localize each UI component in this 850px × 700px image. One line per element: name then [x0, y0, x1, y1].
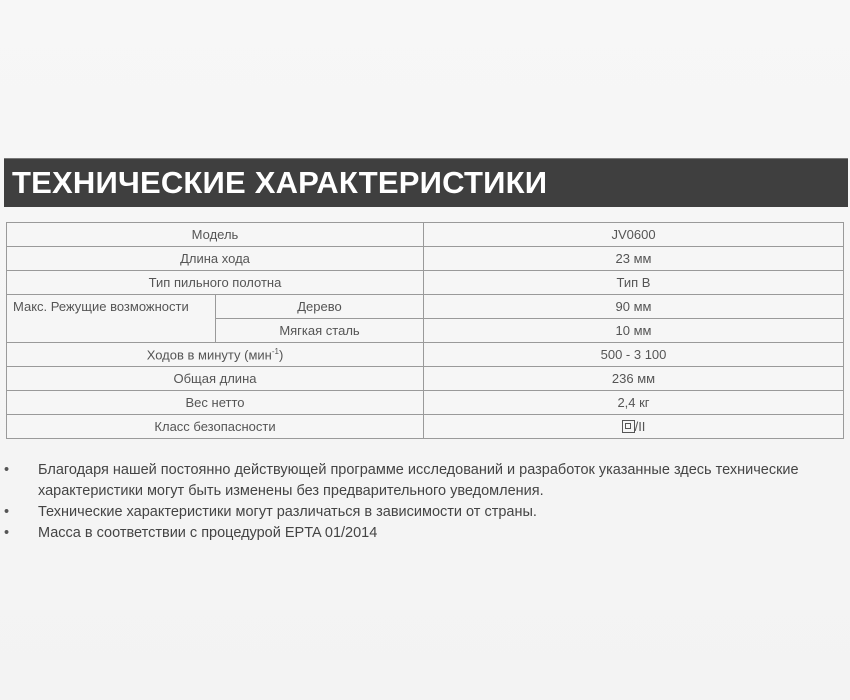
superscript: -1 [271, 346, 279, 356]
table-row [7, 271, 844, 295]
list-item [0, 523, 850, 544]
table-row [7, 367, 844, 391]
bullet-icon: • [4, 462, 10, 478]
row-label [7, 343, 424, 367]
row-label: Вес нетто [7, 391, 424, 415]
row-value: 90 мм [424, 295, 844, 319]
bullet-icon: • [4, 504, 10, 520]
row-value: Тип B [424, 271, 844, 295]
row-label: Длина хода [7, 247, 424, 271]
row-label: Тип пильного полотна [7, 271, 424, 295]
row-label: Класс безопасности [7, 415, 424, 439]
row-value: 23 мм [424, 247, 844, 271]
note-text: Технические характеристики могут различаться в зависимости от страны. [38, 504, 537, 520]
table-row [7, 223, 844, 247]
list-item [0, 460, 850, 502]
specifications-table [6, 222, 844, 439]
row-value: 10 мм [424, 319, 844, 343]
row-label-text: Ходов в минуту (мин [146, 347, 272, 363]
table-row [7, 247, 844, 271]
row-group-label: Макс. Режущие возможности [7, 295, 216, 343]
row-value: 236 мм [424, 367, 844, 391]
note-text: Благодаря нашей постоянно действующей программе исследований и разработок указанные здесь технические характеристики могут быть изменены без предварительного уведомления. [38, 462, 799, 499]
table-row [7, 415, 844, 439]
row-value: 2,4 кг [424, 391, 844, 415]
row-value: 500 - 3 100 [424, 343, 844, 367]
double-insulation-icon [622, 420, 635, 433]
section-title: ТЕХНИЧЕСКИЕ ХАРАКТЕРИСТИКИ [12, 165, 548, 200]
note-text: Масса в соответствии с процедурой EPTA 01/2014 [38, 525, 378, 541]
row-label: Модель [7, 223, 424, 247]
row-value: JV0600 [424, 223, 844, 247]
table-row [7, 343, 844, 367]
row-sublabel: Мягкая сталь [216, 319, 424, 343]
table-row [7, 295, 844, 319]
row-sublabel: Дерево [216, 295, 424, 319]
row-label-end: ) [278, 347, 284, 363]
row-label: Общая длина [7, 367, 424, 391]
safety-class-value: /II [634, 419, 646, 434]
bullet-icon: • [4, 525, 10, 541]
list-item [0, 502, 850, 523]
row-value [424, 415, 844, 439]
notes-list [0, 460, 850, 544]
section-header [4, 158, 848, 207]
table-row [7, 391, 844, 415]
